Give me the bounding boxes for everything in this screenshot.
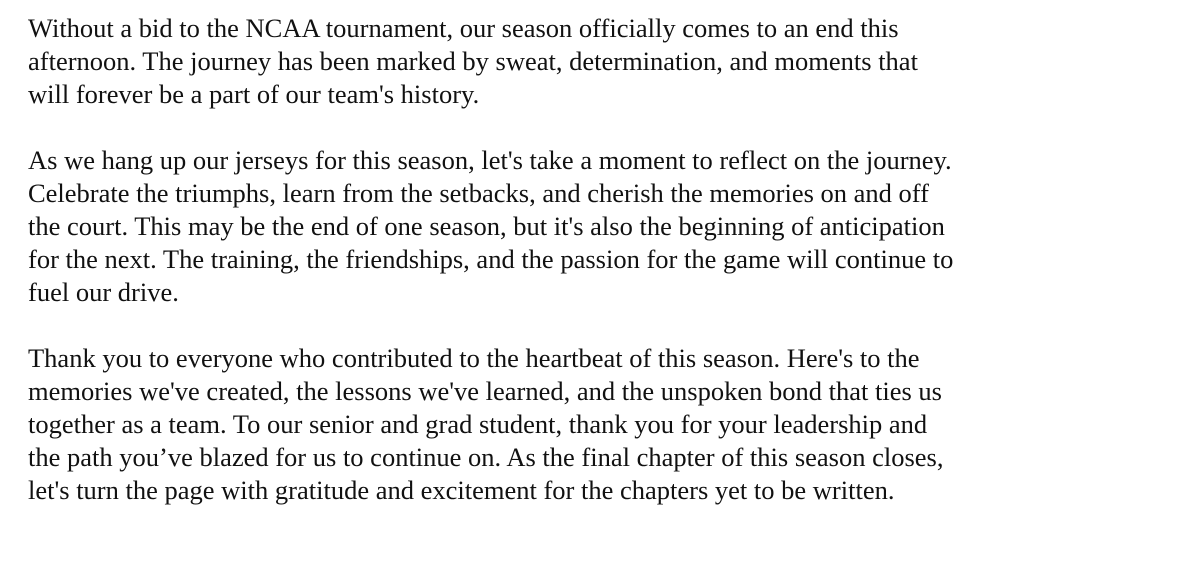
paragraph-line: As we hang up our jerseys for this season, let's take a moment to reflect on the journey. (28, 145, 952, 175)
paragraph-line: Without a bid to the NCAA tournament, our season officially comes to an end this (28, 13, 899, 43)
paragraph-line: let's turn the page with gratitude and excitement for the chapters yet to be written. (28, 475, 895, 505)
paragraph-line: Celebrate the triumphs, learn from the setbacks, and cherish the memories on and off (28, 178, 929, 208)
paragraph-2 (28, 144, 1193, 309)
paragraph-line: will forever be a part of our team's history. (28, 79, 480, 109)
paragraph-3 (28, 342, 1193, 507)
paragraph-line: Thank you to everyone who contributed to the heartbeat of this season. Here's to the (28, 343, 920, 373)
paragraph-line: memories we've created, the lessons we've learned, and the unspoken bond that ties us (28, 376, 942, 406)
paragraph-line: together as a team. To our senior and grad student, thank you for your leadership and (28, 409, 928, 439)
document-body (28, 12, 1193, 507)
paragraph-line: for the next. The training, the friendships, and the passion for the game will continue to (28, 244, 954, 274)
paragraph-1 (28, 12, 1193, 111)
paragraph-line: fuel our drive. (28, 277, 179, 307)
paragraph-line: afternoon. The journey has been marked by sweat, determination, and moments that (28, 46, 918, 76)
paragraph-line: the court. This may be the end of one season, but it's also the beginning of anticipation (28, 211, 945, 241)
paragraph-line: the path you’ve blazed for us to continue on. As the final chapter of this season closes, (28, 442, 944, 472)
